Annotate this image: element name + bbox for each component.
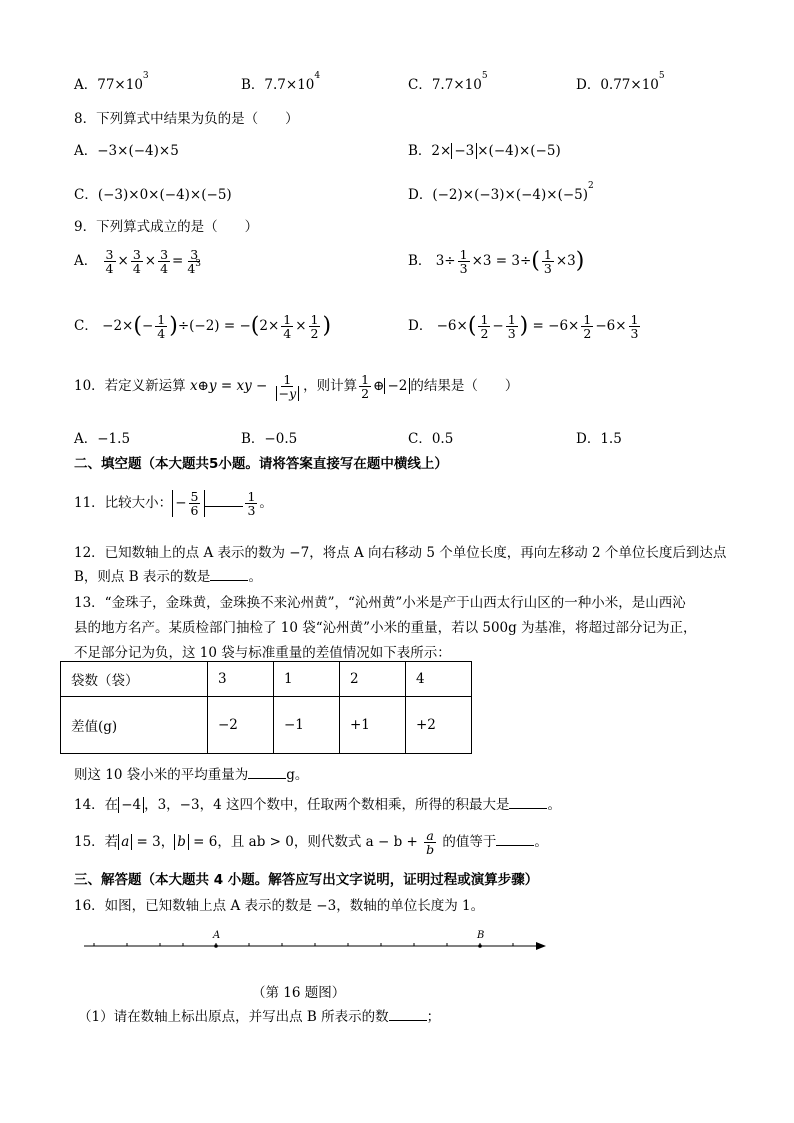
q12-line1: 12．已知数轴上的点 A 表示的数为 −7，将点 A 向右移动 5 个单位长度，再向左移动 2 个单位长度后到达点 [74,545,727,561]
q8-option-c: C．(−3)×0×(−4)×(−5) [74,187,232,203]
q9-option-a: A． $\frac{3}{4}$ × $\frac{3}{4}$ × $\frac{3}{4}$ = $\frac{3}{4^3}$ [74,247,202,277]
table-row [61,662,472,697]
q9-stem: 9．下列算式成立的是（ ） [74,219,259,235]
point-b-label: B [477,930,485,941]
q16-answer-blank[interactable] [389,1008,427,1021]
table-cell: 3 [208,662,274,697]
q16-sub1: （1）请在数轴上标出原点，并写出点 B 所表示的数 ； [78,1009,441,1025]
q15: 15．若 a = 3， b = 6，且 ab > 0，则代数式 a − b + $\frac{a}{b}$ 的值等于 。 [74,828,548,858]
q11: 11．比较大小： − $\frac{5}{6}$ $\frac{1}{3}$ 。 [74,489,273,519]
q12-line2: B，则点 B 表示的数是 。 [74,569,262,585]
table-cell: +2 [406,697,472,754]
table-cell: +1 [340,697,406,754]
table-cell: 2 [340,662,406,697]
q16-stem: 16．如图，已知数轴上点 A 表示的数是 −3，数轴的单位长度为 1。 [74,898,485,914]
q10-option-b: B．−0.5 [241,431,298,447]
table-row [61,697,472,754]
point-a-dot [214,944,218,948]
q13-answer-blank[interactable] [248,766,286,779]
q13-table [60,661,472,754]
section-3-title: 三、解答题（本大题共 4 小题。解答应写出文字说明，证明过程或演算步骤） [74,872,539,888]
q10-option-d: D．1.5 [576,431,622,447]
q13-line1: 13．“金珠子，金珠黄，金珠换不来沁州黄”，“沁州黄”小米是产于山西太行山区的一种小米，是山西沁 [74,595,686,611]
q9-option-c: C． −2×(− $\frac{1}{4}$ )÷(−2) = −(2× $\frac{1}{4}$ × $\frac{1}{2}$ ) [74,312,332,342]
number-line-arrow [536,942,546,950]
q10-option-a: A．−1.5 [74,431,131,447]
q7-option-b: B．$7.7\times 10^4$ [241,71,321,93]
section-2-title: 二、填空题（本大题共5小题。请将答案直接写在题中横线上） [74,456,448,472]
point-b-dot [478,944,482,948]
q9-option-b: B． 3÷ $\frac{1}{3}$ ×3 = 3÷( $\frac{1}{3}$ ×3) [408,247,585,277]
table-cell: −2 [208,697,274,754]
q7-option-a: A．$77\times 10^3$ [74,71,149,93]
q8-option-d: D．$(-2)\times(-3)\times(-4)\times(-5)^2$ [408,181,594,203]
table-header-cell: 袋数（袋） [61,662,208,697]
number-line [84,930,554,960]
point-a-label: A [213,930,221,941]
q13-after: 则这 10 袋小米的平均重量为 g。 [74,767,309,783]
q8-option-a: A．−3×(−4)×5 [74,143,179,159]
q12-answer-blank[interactable] [210,568,248,581]
q8-stem: 8．下列算式中结果为负的是（ ） [74,111,299,127]
table-cell: 4 [406,662,472,697]
q15-answer-blank[interactable] [496,833,534,846]
table-cell: −1 [274,697,340,754]
q10-stem: 10．若定义新运算 x⊕y = xy − $\frac{1}{-y}$ ，则计算 $\frac{1}{2}$ ⊕ −2 的结果是（ ） [74,372,519,402]
q10-option-c: C．0.5 [408,431,454,447]
q14: 14．在 −4 ，3，−3，4 这四个数中，任取两个数相乘，所得的积最大是 。 [74,797,561,813]
q8-option-b: B．2× −3 ×(−4)×(−5) [408,143,561,159]
q13-line3: 不足部分记为负，这 10 袋与标准重量的差值情况如下表所示： [74,645,451,661]
q16-figure-caption: （第 16 题图） [252,985,346,1001]
q7-option-d: D．$0.77\times 10^5$ [576,71,665,93]
q9-option-d: D． −6×( $\frac{1}{2}$ − $\frac{1}{3}$ ) = −6× $\frac{1}{2}$ −6× $\frac{1}{3}$ [408,312,639,342]
table-header-cell: 差值(g) [61,697,208,754]
q13-line2: 县的地方名产。某质检部门抽检了 10 袋“沁州黄”小米的重量，若以 500g 为基准，将超过部分记为正， [74,620,697,636]
q14-answer-blank[interactable] [509,796,547,809]
table-cell: 1 [274,662,340,697]
q7-option-c: C．$7.7\times 10^5$ [408,71,488,93]
